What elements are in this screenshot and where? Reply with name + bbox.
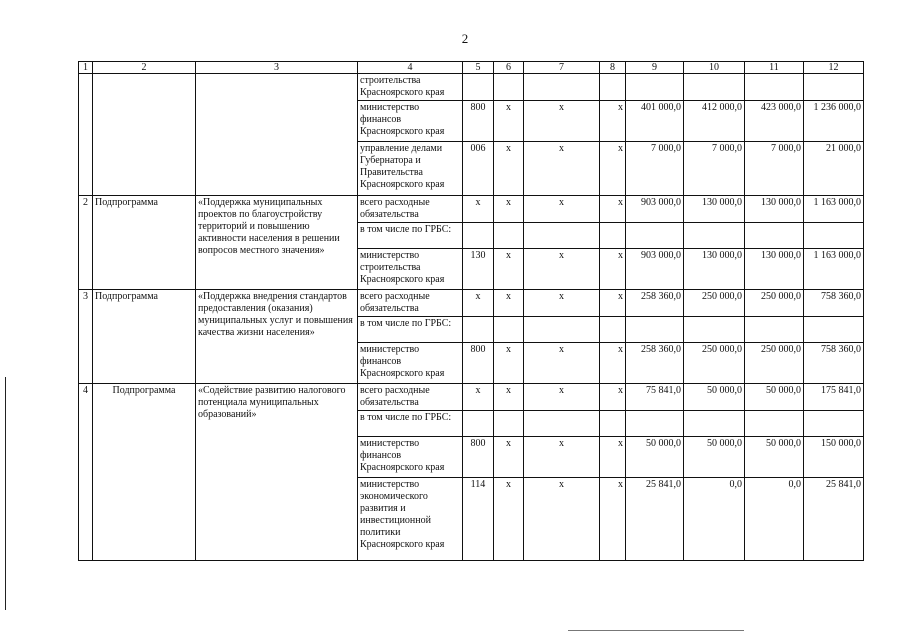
value-cell-11 [745, 223, 804, 249]
value-cell-9 [626, 74, 684, 101]
value-cell-12: 25 841,0 [804, 478, 864, 561]
value-cell-12 [804, 74, 864, 101]
value-cell-5: х [463, 384, 494, 411]
status-cell [93, 74, 196, 196]
value-cell-9 [626, 317, 684, 343]
status-cell: Подпрограмма [93, 384, 196, 561]
value-cell-12 [804, 411, 864, 437]
value-cell-7 [524, 74, 600, 101]
value-cell-8 [600, 223, 626, 249]
value-cell-10 [684, 74, 745, 101]
value-cell-6: х [494, 196, 524, 223]
column-number: 4 [358, 62, 463, 74]
column-number: 8 [600, 62, 626, 74]
value-cell-6: х [494, 384, 524, 411]
value-cell-12: 175 841,0 [804, 384, 864, 411]
column-number: 9 [626, 62, 684, 74]
grbs-cell: министерство финансов Красноярского края [358, 343, 463, 384]
value-cell-6 [494, 317, 524, 343]
value-cell-7: х [524, 478, 600, 561]
column-number: 6 [494, 62, 524, 74]
table-row [79, 290, 864, 317]
value-cell-7 [524, 411, 600, 437]
value-cell-10: 250 000,0 [684, 343, 745, 384]
value-cell-12 [804, 223, 864, 249]
value-cell-8: х [600, 384, 626, 411]
table-row [79, 74, 864, 101]
value-cell-5: 130 [463, 249, 494, 290]
value-cell-5: 800 [463, 343, 494, 384]
value-cell-6: х [494, 437, 524, 478]
value-cell-7: х [524, 343, 600, 384]
grbs-cell: министерство финансов Красноярского края [358, 437, 463, 478]
value-cell-5 [463, 317, 494, 343]
value-cell-6 [494, 74, 524, 101]
value-cell-5: х [463, 290, 494, 317]
value-cell-6 [494, 411, 524, 437]
page-number: 2 [461, 31, 469, 46]
value-cell-10 [684, 411, 745, 437]
value-cell-6: х [494, 290, 524, 317]
value-cell-7: х [524, 384, 600, 411]
value-cell-11 [745, 317, 804, 343]
value-cell-9: 50 000,0 [626, 437, 684, 478]
value-cell-7 [524, 223, 600, 249]
value-cell-10 [684, 317, 745, 343]
table-row [79, 384, 864, 411]
column-number: 3 [196, 62, 358, 74]
grbs-cell: всего расходные обязательства [358, 290, 463, 317]
value-cell-7: х [524, 290, 600, 317]
value-cell-11: 50 000,0 [745, 384, 804, 411]
value-cell-12: 1 236 000,0 [804, 101, 864, 142]
program-name-cell: «Содействие развитию налогового потенциала муниципальных образований» [196, 384, 358, 561]
value-cell-9 [626, 223, 684, 249]
value-cell-7: х [524, 101, 600, 142]
value-cell-8 [600, 74, 626, 101]
value-cell-6: х [494, 142, 524, 196]
column-number: 11 [745, 62, 804, 74]
budget-table [78, 61, 864, 561]
value-cell-11: 130 000,0 [745, 249, 804, 290]
value-cell-10: 50 000,0 [684, 437, 745, 478]
value-cell-12: 21 000,0 [804, 142, 864, 196]
value-cell-11: 7 000,0 [745, 142, 804, 196]
value-cell-11: 130 000,0 [745, 196, 804, 223]
value-cell-8 [600, 317, 626, 343]
value-cell-10: 7 000,0 [684, 142, 745, 196]
value-cell-9: 258 360,0 [626, 343, 684, 384]
value-cell-8: х [600, 101, 626, 142]
column-number: 2 [93, 62, 196, 74]
grbs-cell: строительства Красноярского края [358, 74, 463, 101]
value-cell-10: 50 000,0 [684, 384, 745, 411]
value-cell-11 [745, 411, 804, 437]
value-cell-7: х [524, 249, 600, 290]
grbs-cell: в том числе по ГРБС: [358, 223, 463, 249]
value-cell-6: х [494, 249, 524, 290]
value-cell-9: 25 841,0 [626, 478, 684, 561]
column-number: 10 [684, 62, 745, 74]
value-cell-8: х [600, 196, 626, 223]
value-cell-10: 412 000,0 [684, 101, 745, 142]
value-cell-8: х [600, 142, 626, 196]
value-cell-12: 1 163 000,0 [804, 249, 864, 290]
value-cell-11: 250 000,0 [745, 343, 804, 384]
value-cell-7 [524, 317, 600, 343]
grbs-cell: управление делами Губернатора и Правительства Красноярского края [358, 142, 463, 196]
value-cell-5: х [463, 196, 494, 223]
value-cell-11: 50 000,0 [745, 437, 804, 478]
column-number: 1 [79, 62, 93, 74]
value-cell-12: 758 360,0 [804, 343, 864, 384]
value-cell-7: х [524, 196, 600, 223]
value-cell-12: 1 163 000,0 [804, 196, 864, 223]
value-cell-5 [463, 223, 494, 249]
value-cell-9: 401 000,0 [626, 101, 684, 142]
value-cell-8: х [600, 249, 626, 290]
value-cell-10: 0,0 [684, 478, 745, 561]
value-cell-8: х [600, 290, 626, 317]
signature-line [568, 630, 744, 631]
value-cell-9: 903 000,0 [626, 249, 684, 290]
value-cell-5: 800 [463, 437, 494, 478]
program-name-cell: «Поддержка муниципальных проектов по благоустройству территорий и повышению активности населения в решении вопросов местного значения» [196, 196, 358, 290]
value-cell-11: 423 000,0 [745, 101, 804, 142]
value-cell-12: 150 000,0 [804, 437, 864, 478]
grbs-cell: всего расходные обязательства [358, 196, 463, 223]
value-cell-12 [804, 317, 864, 343]
value-cell-10 [684, 223, 745, 249]
value-cell-7: х [524, 142, 600, 196]
value-cell-5: 114 [463, 478, 494, 561]
value-cell-8: х [600, 478, 626, 561]
value-cell-9: 75 841,0 [626, 384, 684, 411]
value-cell-10: 130 000,0 [684, 196, 745, 223]
value-cell-8 [600, 411, 626, 437]
row-number-cell: 3 [79, 290, 93, 384]
value-cell-8: х [600, 343, 626, 384]
status-cell: Подпрограмма [93, 290, 196, 384]
row-number-cell: 2 [79, 196, 93, 290]
value-cell-5: 800 [463, 101, 494, 142]
value-cell-11: 0,0 [745, 478, 804, 561]
value-cell-8: х [600, 437, 626, 478]
grbs-cell: министерство экономического развития и инвестиционной политики Красноярского края [358, 478, 463, 561]
value-cell-6: х [494, 101, 524, 142]
value-cell-7: х [524, 437, 600, 478]
value-cell-9 [626, 411, 684, 437]
value-cell-9: 7 000,0 [626, 142, 684, 196]
grbs-cell: министерство финансов Красноярского края [358, 101, 463, 142]
value-cell-9: 258 360,0 [626, 290, 684, 317]
status-cell: Подпрограмма [93, 196, 196, 290]
column-number: 12 [804, 62, 864, 74]
value-cell-6: х [494, 478, 524, 561]
value-cell-6 [494, 223, 524, 249]
value-cell-12: 758 360,0 [804, 290, 864, 317]
value-cell-9: 903 000,0 [626, 196, 684, 223]
grbs-cell: всего расходные обязательства [358, 384, 463, 411]
row-number-cell: 4 [79, 384, 93, 561]
value-cell-10: 130 000,0 [684, 249, 745, 290]
value-cell-5: 006 [463, 142, 494, 196]
value-cell-6: х [494, 343, 524, 384]
grbs-cell: в том числе по ГРБС: [358, 317, 463, 343]
program-name-cell: «Поддержка внедрения стандартов предоставления (оказания) муниципальных услуг и повышения качества жизни населения» [196, 290, 358, 384]
scan-edge-line [5, 377, 6, 610]
program-name-cell [196, 74, 358, 196]
grbs-cell: министерство строительства Красноярского края [358, 249, 463, 290]
value-cell-5 [463, 74, 494, 101]
row-number-cell [79, 74, 93, 196]
column-number: 7 [524, 62, 600, 74]
value-cell-11: 250 000,0 [745, 290, 804, 317]
value-cell-5 [463, 411, 494, 437]
table-row [79, 196, 864, 223]
column-number-row [79, 62, 864, 74]
value-cell-10: 250 000,0 [684, 290, 745, 317]
column-number: 5 [463, 62, 494, 74]
grbs-cell: в том числе по ГРБС: [358, 411, 463, 437]
value-cell-11 [745, 74, 804, 101]
